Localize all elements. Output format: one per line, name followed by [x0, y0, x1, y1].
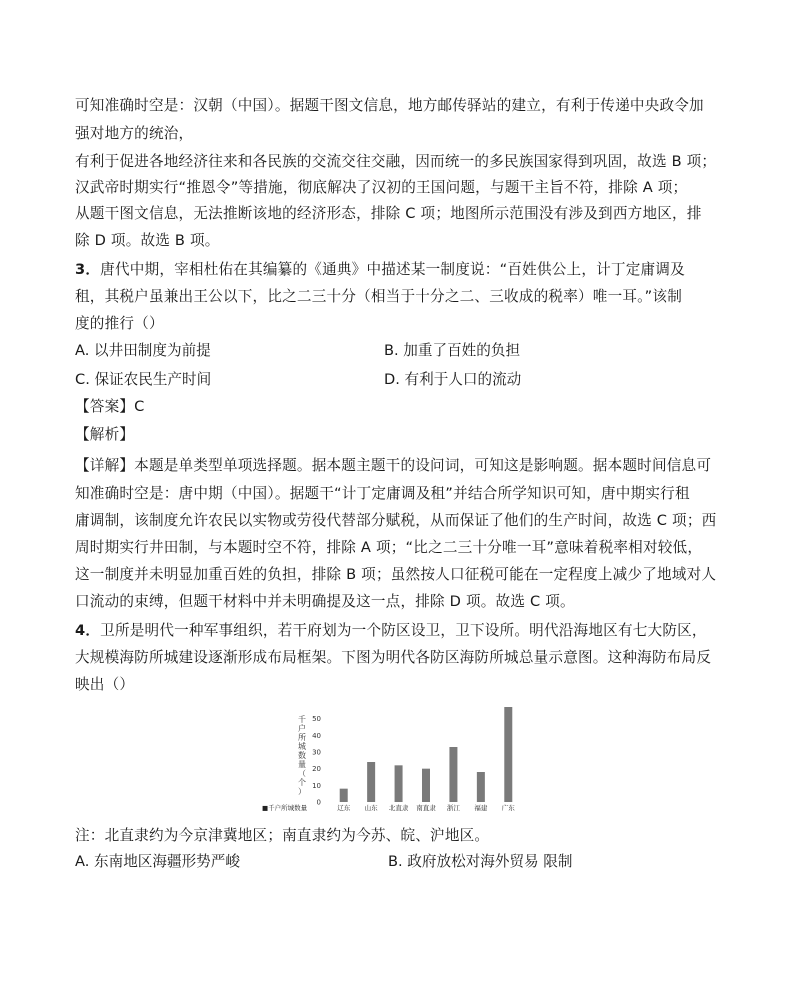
y-axis-label: （: [298, 769, 306, 778]
bar: [449, 747, 457, 802]
question-text: 度的推行（）: [75, 315, 164, 332]
detail-line: 庸调制，该制度允许农民以实物或劳役代替部分赋税，从而保证了他们的生产时间，故选 C 项；西: [75, 512, 717, 529]
detail-line: 【详解】本题是单类型单项选择题。据本题主题干的设问词，可知这是影响题。据本题时间信息可: [75, 457, 712, 474]
y-axis-label: 量: [298, 760, 306, 769]
y-axis-label: 个: [298, 778, 306, 787]
paragraph-line: 从题干图文信息，无法推断该地的经济形态，排除 C 项；地图所示范围没有涉及到西方地区，排: [75, 205, 702, 222]
x-tick-label: 福建: [474, 804, 488, 812]
question-text: 唐代中期，宰相杜佑在其编纂的《通典》中描述某一制度说：“百姓供公上，计丁定庸调及: [100, 261, 685, 278]
analysis-title: 【解析】: [75, 426, 135, 443]
y-axis-label: 所: [298, 733, 306, 742]
bar: [340, 789, 348, 802]
y-tick-label: 30: [312, 748, 321, 757]
option-a[interactable]: A. 东南地区海疆形势严峻: [75, 853, 240, 870]
question-number: 3．: [75, 261, 101, 278]
x-tick-label: 山东: [364, 804, 378, 812]
option-b[interactable]: B. 加重了百姓的负担: [384, 342, 521, 359]
y-axis-label: 千: [298, 715, 306, 724]
x-tick-label: 浙江: [446, 804, 460, 812]
x-tick-label: 辽东: [337, 804, 351, 812]
option-a[interactable]: A. 以井田制度为前提: [75, 342, 211, 359]
chart-note: 注：北直隶约为今京津冀地区；南直隶约为今苏、皖、沪地区。: [75, 827, 490, 844]
question-3-stem: [75, 260, 685, 280]
x-tick-label: 广东: [501, 804, 515, 812]
paragraph-line: 可知准确时空是：汉朝（中国）。据题干图文信息，地方邮传驿站的建立，有利于传递中央政令加: [75, 97, 704, 114]
y-tick-label: 40: [312, 731, 321, 740]
y-tick-label: 0: [316, 798, 321, 807]
detail-line: 周时期实行井田制，与本题时空不符，排除 A 项；“比之二三十分唯一耳”意味着税率相对较低，: [75, 539, 703, 556]
paragraph-line: 强对地方的统治，: [75, 125, 194, 142]
y-axis-label: 数: [298, 751, 306, 760]
y-tick-label: 20: [312, 765, 321, 774]
y-tick-label: 10: [312, 781, 321, 790]
option-b[interactable]: B. 政府放松对海外贸易 限制: [388, 853, 573, 870]
bar: [422, 769, 430, 802]
bar-chart: [262, 700, 530, 818]
bar: [395, 765, 403, 802]
option-c[interactable]: C. 保证农民生产时间: [75, 371, 212, 388]
bar-chart-svg: [262, 700, 530, 818]
y-axis-label: 户: [298, 724, 306, 733]
paragraph-line: 汉武帝时期实行“推恩令”等措施，彻底解决了汉初的王国问题，与题干主旨不符，排除 A 项；: [75, 179, 688, 196]
question-text: 映出（）: [75, 676, 135, 693]
paragraph-line: 有利于促进各地经济往来和各民族的交流交往交融，因而统一的多民族国家得到巩固，故选 B 项；: [75, 153, 717, 170]
bar: [367, 762, 375, 802]
y-axis-label: 城: [298, 742, 306, 751]
bar: [504, 707, 512, 802]
x-tick-label: 南直隶: [416, 804, 436, 812]
question-text: 卫所是明代一种军事组织，若干府划为一个防区设卫，卫下设所。明代沿海地区有七大防区，: [100, 622, 707, 639]
paragraph-line: 除 D 项。故选 B 项。: [75, 232, 220, 249]
legend-label: ■千户所城数量: [262, 804, 308, 812]
x-tick-label: 北直隶: [388, 804, 409, 812]
bar: [477, 772, 485, 802]
answer-label: 【答案】C: [75, 398, 145, 415]
question-text: 大规模海防所城建设逐渐形成布局框架。下图为明代各防区海防所城总量示意图。这种海防布局反: [75, 649, 712, 666]
detail-line: 口流动的束缚，但题干材料中并未明确提及这一点，排除 D 项。故选 C 项。: [75, 593, 575, 610]
option-d[interactable]: D. 有利于人口的流动: [384, 371, 522, 388]
y-axis-label: ）: [298, 787, 306, 796]
detail-line: 知准确时空是：唐中期（中国）。据题干“计丁定庸调及租”并结合所学知识可知，唐中期实行租: [75, 485, 690, 502]
detail-line: 这一制度并未明显加重百姓的负担，排除 B 项；虽然按人口征税可能在一定程度上减少了地域对人: [75, 566, 717, 583]
question-number: 4．: [75, 622, 101, 639]
question-text: 租，其税户虽兼出王公以下，比之二三十分（相当于十分之二、三收成的税率）唯一耳。”该制: [75, 288, 683, 305]
y-tick-label: 50: [312, 715, 321, 724]
question-4-stem: [75, 621, 707, 641]
